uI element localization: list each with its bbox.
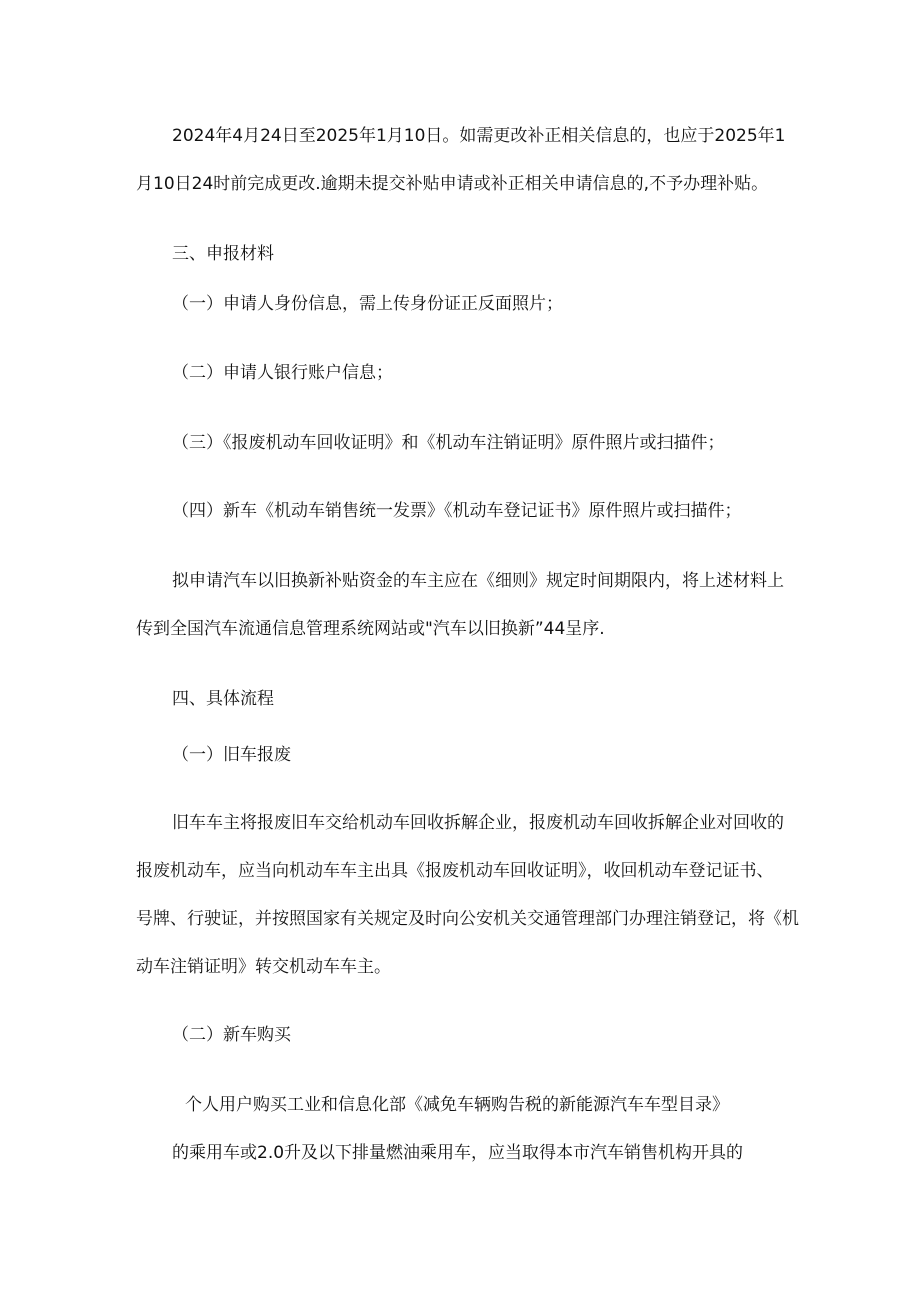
list-item: （二）申请人银行账户信息； xyxy=(172,363,393,383)
body-text-line: 旧车车主将报废旧车交给机动车回收拆解企业，报废机动车回收拆解企业对回收的 xyxy=(172,813,784,833)
subsection-heading: （一）旧车报废 xyxy=(172,745,291,765)
section-heading: 三、申报材料 xyxy=(172,244,274,264)
body-text-line: 号牌、行驶证，并按照国家有关规定及时向公安机关交通管理部门办理注销登记，将《机 xyxy=(136,909,799,929)
list-item: （四）新车《机动车销售统一发票》《机动车登记证书》原件照片或扫描件； xyxy=(172,501,742,521)
body-text-line: 的乘用车或2.0升及以下排量燃油乘用车，应当取得本市汽车销售机构开具的 xyxy=(172,1143,744,1163)
body-text-line: 2024年4月24日至2025年1月10日。如需更改补正相关信息的，也应于2025年1 xyxy=(172,126,786,146)
body-text-line: 拟申请汽车以旧换新补贴资金的车主应在《细则》规定时间期限内，将上述材料上 xyxy=(172,571,784,591)
body-text-line: 动车注销证明》转交机动车车主。 xyxy=(136,957,391,977)
list-item: （一）申请人身份信息，需上传身份证正反面照片； xyxy=(172,294,563,314)
body-text-line: 个人用户购买工业和信息化部《减免车辆购告税的新能源汽车车型目录》 xyxy=(185,1095,729,1115)
body-text-line: 传到全国汽车流通信息管理系统网站或"汽车以旧换新”44呈序. xyxy=(136,619,605,639)
section-heading: 四、具体流程 xyxy=(172,689,274,709)
body-text-line: 报废机动车，应当向机动车车主出具《报废机动车回收证明》，收回机动车登记证书、 xyxy=(136,861,774,881)
subsection-heading: （二）新车购买 xyxy=(172,1025,291,1045)
list-item: （三）《报废机动车回收证明》和《机动车注销证明》原件照片或扫描件； xyxy=(172,433,725,453)
body-text-line: 月10日24时前完成更改.逾期未提交补贴申请或补正相关申请信息的,不予办理补贴。 xyxy=(136,174,769,194)
